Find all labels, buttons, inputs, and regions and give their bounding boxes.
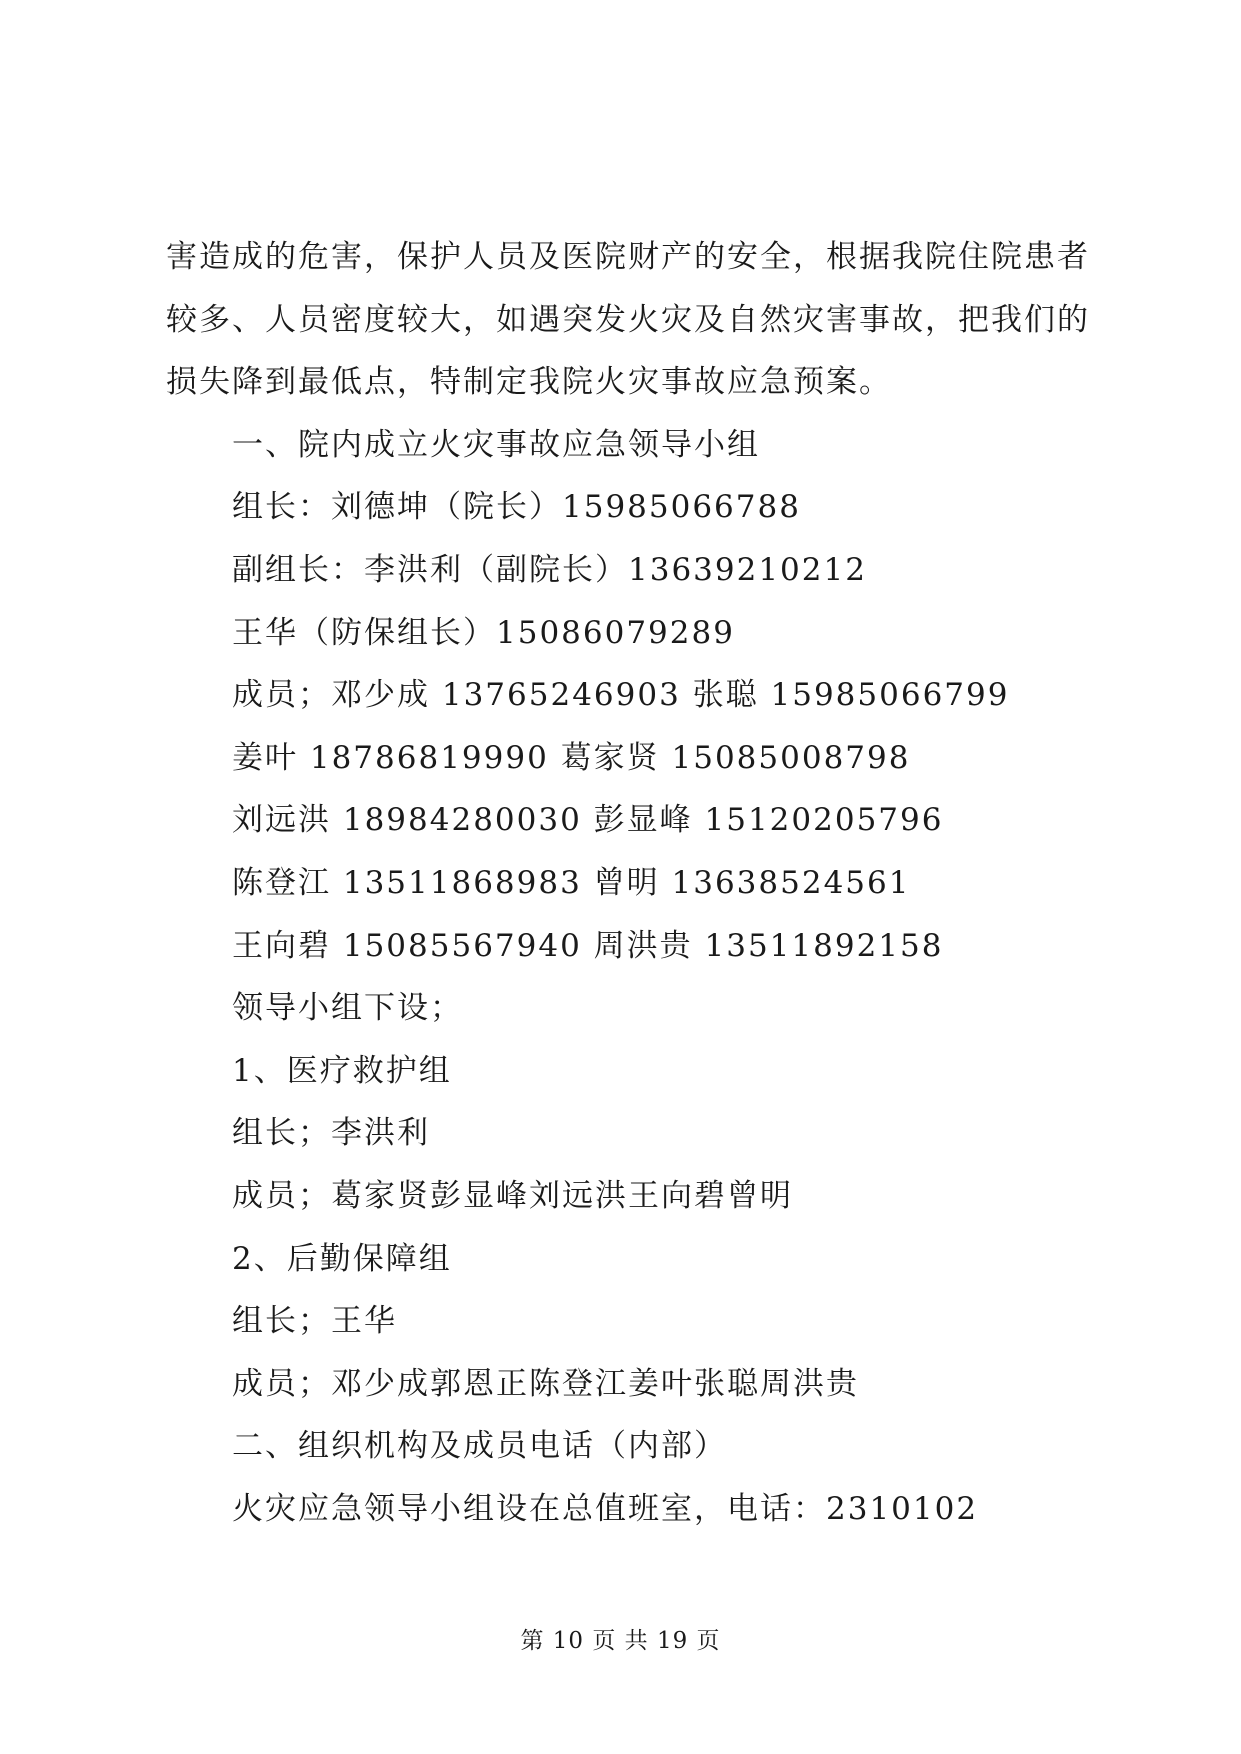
subgroups-heading: 领导小组下设；: [232, 990, 463, 1027]
member-line: 王向碧 15085567940 周洪贵 13511892158: [232, 927, 944, 964]
paragraph-line: 害造成的危害，保护人员及医院财产的安全，根据我院住院患者: [166, 239, 1090, 275]
section-heading-2: 二、组织机构及成员电话（内部）: [232, 1428, 727, 1465]
page-number-footer: 第 10 页 共 19 页: [520, 1628, 721, 1654]
subgroup-title-medical: 1、医疗救护组: [232, 1052, 452, 1089]
deputy-leader-line: 副组长：李洪利（副院长）13639210212: [232, 551, 867, 588]
section-heading-1: 一、院内成立火灾事故应急领导小组: [232, 426, 760, 463]
member-line: 成员；邓少成 13765246903 张聪 15985066799: [232, 677, 1010, 714]
subgroup-leader: 组长；李洪利: [232, 1115, 430, 1152]
subgroup-leader: 组长；王华: [232, 1303, 397, 1340]
subgroup-title-logistics: 2、后勤保障组: [232, 1240, 452, 1277]
member-line: 陈登江 13511868983 曾明 13638524561: [232, 864, 911, 901]
document-body: [166, 226, 1090, 1540]
member-line: 姜叶 18786819990 葛家贤 15085008798: [232, 739, 911, 776]
subgroup-members: 成员；邓少成郭恩正陈登江姜叶张聪周洪贵: [232, 1365, 859, 1402]
paragraph-line: 损失降到最低点，特制定我院火灾事故应急预案。: [166, 364, 892, 401]
office-phone-line: 火灾应急领导小组设在总值班室，电话：2310102: [232, 1490, 979, 1527]
team-leader-line: 组长：刘德坤（院长）15985066788: [232, 489, 801, 526]
subgroup-members: 成员；葛家贤彭显峰刘远洪王向碧曾明: [232, 1177, 793, 1214]
paragraph-line: 较多、人员密度较大，如遇突发火灾及自然灾害事故，把我们的: [166, 301, 1090, 338]
member-line: 刘远洪 18984280030 彭显峰 15120205796: [232, 802, 944, 839]
leader-line: 王华（防保组长）15086079289: [232, 614, 735, 651]
